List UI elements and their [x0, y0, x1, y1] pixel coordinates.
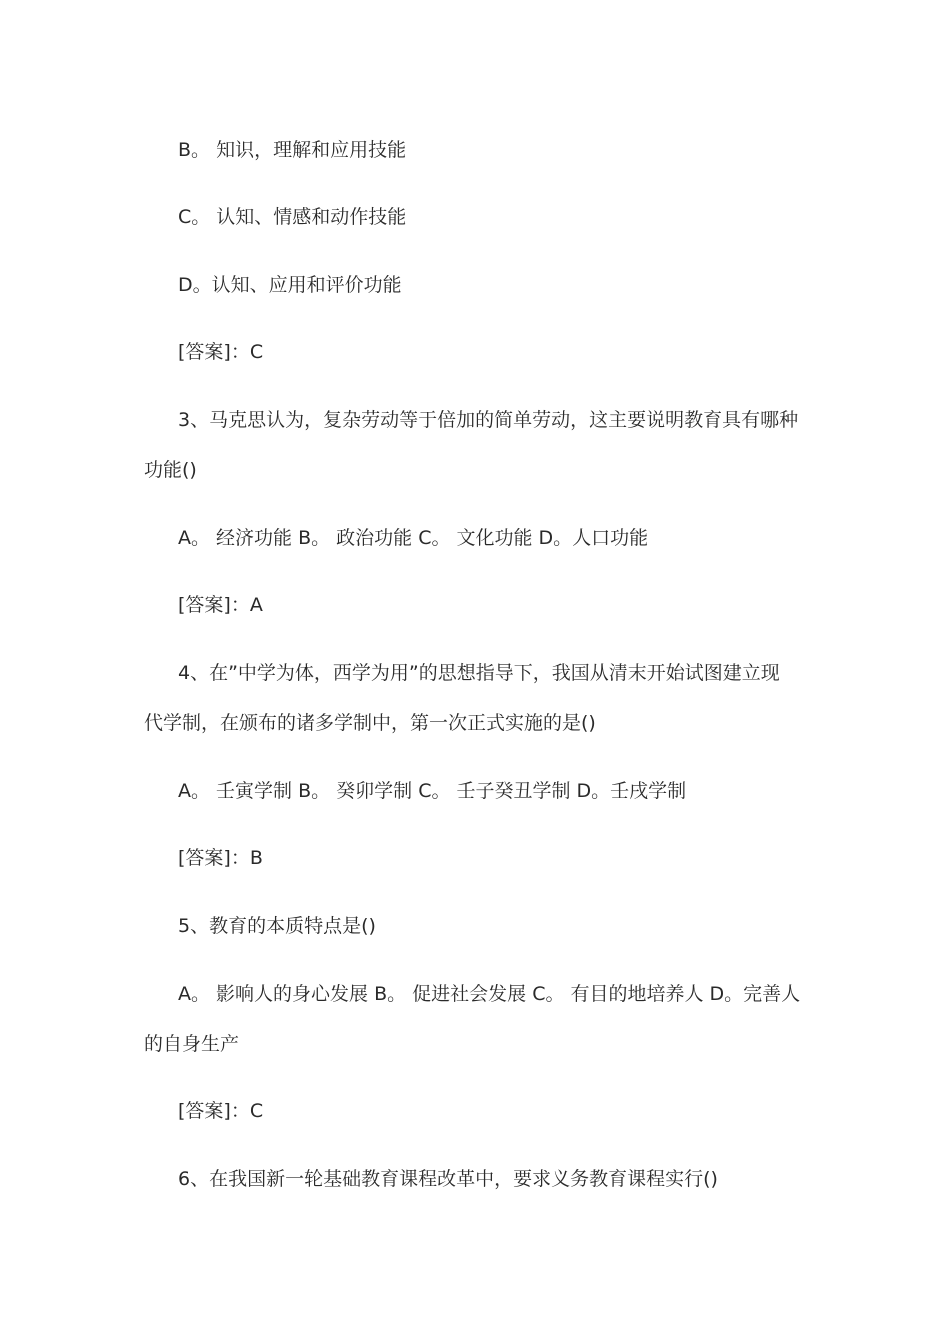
option-d-text: D。认知、应用和评价功能: [178, 274, 402, 296]
question-5-options-cont: 的自身生产: [144, 1033, 240, 1055]
question-3-text: 3、马克思认为，复杂劳动等于倍加的简单劳动，这主要说明教育具有哪种: [178, 409, 799, 431]
answer-text: [答案]：B: [178, 847, 263, 869]
question-6-text: 6、在我国新一轮基础教育课程改革中，要求义务教育课程实行(): [178, 1168, 718, 1190]
option-b-text: B。 知识，理解和应用技能: [178, 139, 407, 161]
answer-text: [答案]：C: [178, 1100, 264, 1122]
question-5-text: 5、教育的本质特点是(): [178, 915, 376, 937]
question-3-options: A。 经济功能 B。 政治功能 C。 文化功能 D。人口功能: [178, 527, 649, 549]
question-4-options: A。 壬寅学制 B。 癸卯学制 C。 壬子癸丑学制 D。壬戌学制: [178, 780, 687, 802]
question-3-text-cont: 功能(): [144, 459, 197, 481]
answer-text: [答案]：C: [178, 341, 264, 363]
question-5-options: A。 影响人的身心发展 B。 促进社会发展 C。 有目的地培养人 D。完善人: [178, 983, 801, 1005]
answer-text: [答案]：A: [178, 594, 263, 616]
question-4-text-cont: 代学制，在颁布的诸多学制中，第一次正式实施的是(): [144, 712, 596, 734]
question-4-text: 4、在”中学为体，西学为用”的思想指导下，我国从清末开始试图建立现: [178, 662, 780, 684]
option-c-text: C。 认知、情感和动作技能: [178, 206, 407, 228]
